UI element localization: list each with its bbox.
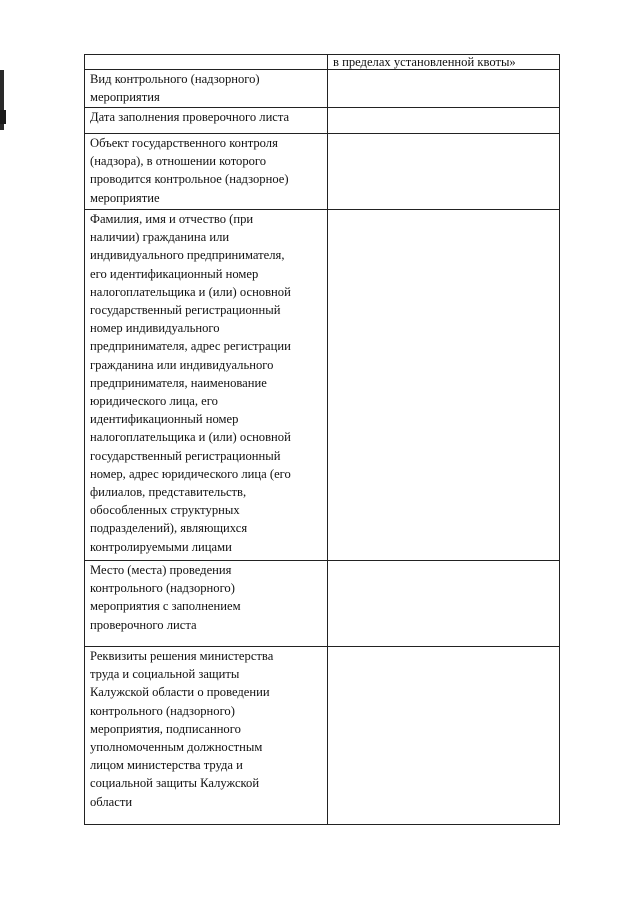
row-label: Фамилия, имя и отчество (при наличии) гражданина или индивидуального предпринимателя, его идентификационный номер налогоплательщика и (или) основной государственный регистрационный номер индивидуального предпринимателя, адрес регистрации гражданина или индивидуального предпринимателя, наименование юридического лица, его идентификационный номер налогоплательщика и (или) основной государственный регистрационный номер, адрес юридического лица (его филиалов, представительств, обособленных структурных подразделений), являющихся контролируемыми лицами — [85, 210, 328, 561]
table-row — [85, 70, 560, 108]
table-row — [85, 647, 560, 825]
row-label: Вид контрольного (надзорного) мероприятия — [85, 70, 328, 108]
row-value — [328, 210, 560, 561]
row-label — [85, 55, 328, 70]
row-value — [328, 134, 560, 210]
row-label: Дата заполнения проверочного листа — [85, 108, 328, 134]
table-row — [85, 108, 560, 134]
row-label: Объект государственного контроля (надзора), в отношении которого проводится контрольное (надзорное) мероприятие — [85, 134, 328, 210]
row-value — [328, 561, 560, 647]
table-row — [85, 55, 560, 70]
row-value — [328, 108, 560, 134]
row-value — [328, 70, 560, 108]
scan-margin-mark-2 — [0, 110, 6, 124]
row-label: Место (места) проведения контрольного (надзорного) мероприятия с заполнением проверочного листа — [85, 561, 328, 647]
table-row — [85, 210, 560, 561]
table-row — [85, 134, 560, 210]
row-label: Реквизиты решения министерства труда и социальной защиты Калужской области о проведении контрольного (надзорного) мероприятия, подписанного уполномоченным должностным лицом министерства труда и социальной защиты Калужской области — [85, 647, 328, 825]
row-value: в пределах установленной квоты» — [328, 55, 560, 70]
row-value — [328, 647, 560, 825]
table-row — [85, 561, 560, 647]
inspection-checklist-table — [84, 54, 560, 825]
